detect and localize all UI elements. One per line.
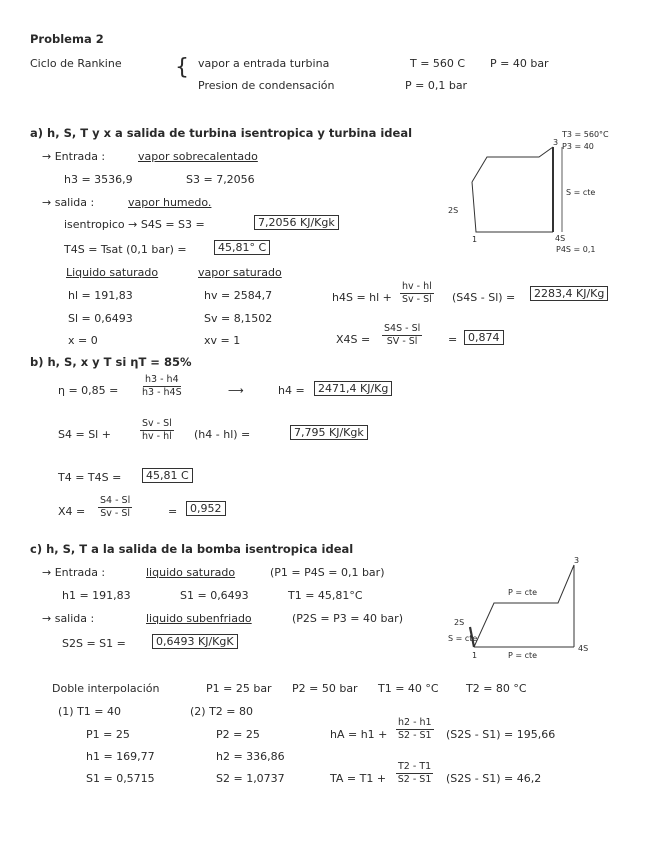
diagram-a-p4s: P4S = 0,1 (556, 245, 596, 254)
b-eta-fraction (142, 375, 182, 397)
intro-row2-pressure: P = 0,1 bar (405, 79, 468, 92)
b-h4-lhs: h4 = (278, 384, 305, 397)
interp-case1-s: S1 = 0,5715 (86, 772, 155, 785)
intro-row1-temp: T = 560 C (410, 57, 466, 70)
a-h4s-fraction (400, 282, 434, 304)
a-entrada-prefix: → Entrada : (42, 150, 106, 163)
interp-case2-h: h2 = 336,86 (216, 750, 285, 763)
a-entrada-state: vapor sobrecalentado (138, 150, 258, 163)
interp-ha-denominator: S2 - S1 (397, 729, 432, 741)
interp-ta-denominator: S2 - S1 (397, 773, 432, 785)
a-hl: hl = 191,83 (68, 289, 133, 302)
diagram-a-s-cte: S = cte (566, 188, 596, 197)
interp-ha-tail: (S2S - S1) = 195,66 (446, 728, 556, 741)
a-h4s-numerator: hv - hl (402, 281, 432, 292)
a-h4s-tail: (S4S - Sl) = (452, 291, 516, 304)
b-x4-numerator: S4 - Sl (100, 495, 131, 506)
interp-ha-lhs: hA = h1 + (330, 728, 388, 741)
a-sl: Sl = 0,6493 (68, 312, 133, 325)
b-x4-denominator: Sv - Sl (100, 507, 130, 519)
a-x4s-denominator: SV - Sl (386, 335, 418, 347)
a-salida-state: vapor humedo. (128, 196, 212, 209)
interp-heading: Doble interpolación (52, 682, 160, 695)
ts-diagram-pump (440, 555, 630, 665)
b-s4-denominator: hv - hl (142, 430, 172, 442)
diagram-a-heating-curve (472, 147, 553, 182)
c-entrada-state: liquido saturado (146, 566, 236, 579)
b-x4-eq: = (168, 505, 178, 518)
a-sv: Sv = 8,1502 (204, 312, 273, 325)
intro-row2: Presion de condensación (198, 79, 335, 92)
interp-t1: T1 = 40 °C (378, 682, 439, 695)
diagram-c-s-cte: S = cte (448, 634, 478, 643)
a-isentropic: isentropico → S4S = S3 = (64, 218, 205, 231)
c-salida-condition: (P2S = P3 = 40 bar) (292, 612, 403, 625)
diagram-a-label-3: 3 (553, 138, 559, 147)
b-t4: T4 = T4S = (58, 471, 122, 484)
part-c-heading: c) h, S, T a la salida de la bomba isentropica ideal (30, 542, 354, 556)
interp-p1: P1 = 25 bar (206, 682, 272, 695)
a-h4s-denominator: Sv - Sl (401, 293, 432, 305)
ts-diagram-turbine (440, 125, 640, 260)
a-vapor-label: vapor saturado (198, 266, 282, 279)
c-salida-state: liquido subenfriado (146, 612, 252, 625)
b-eta-denominator: h3 - h4S (142, 386, 182, 398)
a-x4s-lhs: X4S = (336, 333, 371, 346)
a-x4s-numerator: S4S - Sl (384, 323, 421, 334)
a-hv: hv = 2584,7 (204, 289, 273, 302)
diagram-c-label-1: 1 (472, 651, 478, 660)
a-h4s-result: 2283,4 KJ/Kg (530, 286, 608, 301)
a-x4s-fraction (382, 324, 422, 346)
diagram-a-T3: T3 = 560°C (562, 130, 609, 139)
c-t1: T1 = 45,81°C (288, 589, 363, 602)
diagram-a-label-2s: 2S (448, 206, 459, 215)
interp-p2: P2 = 50 bar (292, 682, 358, 695)
a-s3: S3 = 7,2056 (186, 173, 255, 186)
diagram-c-label-3: 3 (574, 556, 580, 565)
diagram-a-label-1: 1 (472, 235, 478, 244)
interp-case1-title: (1) T1 = 40 (58, 705, 122, 718)
c-s1: S1 = 0,6493 (180, 589, 249, 602)
b-t4-result: 45,81 C (142, 468, 193, 483)
interp-case2-p: P2 = 25 (216, 728, 260, 741)
diagram-a-lower-path (472, 182, 553, 232)
diagram-a-label-4s: 4S (555, 234, 566, 243)
diagram-c-p-cte-bottom: P = cte (508, 651, 538, 660)
interp-t2: T2 = 80 °C (466, 682, 527, 695)
b-x4-result: 0,952 (186, 501, 226, 516)
interp-ta-tail: (S2S - S1) = 46,2 (446, 772, 542, 785)
a-x4s-eq: = (448, 333, 458, 346)
brace: { (175, 55, 189, 80)
a-h3: h3 = 3536,9 (64, 173, 133, 186)
a-x4s-result: 0,874 (464, 330, 504, 345)
interp-case2-s: S2 = 1,0737 (216, 772, 285, 785)
c-salida-prefix: → salida : (42, 612, 95, 625)
a-xv: xv = 1 (204, 334, 241, 347)
diagram-c-p-cte-top: P = cte (508, 588, 538, 597)
interp-ha-fraction (396, 718, 434, 740)
diagram-a-P3: P3 = 40 (562, 142, 594, 151)
a-t4s: T4S = Tsat (0,1 bar) = (64, 243, 187, 256)
interp-ha-numerator: h2 - h1 (398, 717, 432, 728)
a-isentropic-result: 7,2056 KJ/Kgk (254, 215, 339, 230)
a-salida-prefix: → salida : (42, 196, 95, 209)
diagram-c-label-4s: 4S (578, 644, 589, 653)
c-s2s-lhs: S2S = S1 = (62, 637, 126, 650)
b-s4-tail: (h4 - hl) = (194, 428, 251, 441)
part-a-heading: a) h, S, T y x a salida de turbina isentropica y turbina ideal (30, 126, 413, 140)
b-eta-numerator: h3 - h4 (145, 374, 179, 385)
a-t4s-result: 45,81° C (214, 240, 270, 255)
interp-case2-title: (2) T2 = 80 (190, 705, 254, 718)
interp-case1-h: h1 = 169,77 (86, 750, 155, 763)
diagram-c-label-2s: 2S (454, 618, 465, 627)
interp-ta-fraction (396, 762, 433, 784)
c-h1: h1 = 191,83 (62, 589, 131, 602)
b-eta-lhs: η = 0,85 = (58, 384, 119, 397)
interp-ta-lhs: TA = T1 + (330, 772, 387, 785)
b-x4-fraction (98, 496, 132, 518)
b-s4-result: 7,795 KJ/Kgk (290, 425, 368, 440)
b-s4-lhs: S4 = Sl + (58, 428, 111, 441)
intro-row1-pressure: P = 40 bar (490, 57, 549, 70)
intro-row1: vapor a entrada turbina (198, 57, 330, 70)
interp-case1-p: P1 = 25 (86, 728, 130, 741)
page-title: Problema 2 (30, 32, 104, 46)
b-arrow: ⟶ (228, 384, 244, 397)
part-b-heading: b) h, S, x y T si ηT = 85% (30, 355, 192, 369)
c-s2s-result: 0,6493 KJ/KgK (152, 634, 238, 649)
diagram-c-heating-curve (474, 565, 574, 647)
b-x4-lhs: X4 = (58, 505, 86, 518)
a-h4s-lhs: h4S = hl + (332, 291, 392, 304)
c-entrada-condition: (P1 = P4S = 0,1 bar) (270, 566, 385, 579)
interp-ta-numerator: T2 - T1 (398, 761, 432, 772)
b-s4-fraction (140, 419, 174, 441)
b-h4-result: 2471,4 KJ/Kg (314, 381, 392, 396)
a-liquid-label: Liquido saturado (66, 266, 159, 279)
b-s4-numerator: Sv - Sl (142, 418, 172, 429)
cycle-label: Ciclo de Rankine (30, 57, 122, 70)
a-xl: x = 0 (68, 334, 98, 347)
c-entrada-prefix: → Entrada : (42, 566, 106, 579)
